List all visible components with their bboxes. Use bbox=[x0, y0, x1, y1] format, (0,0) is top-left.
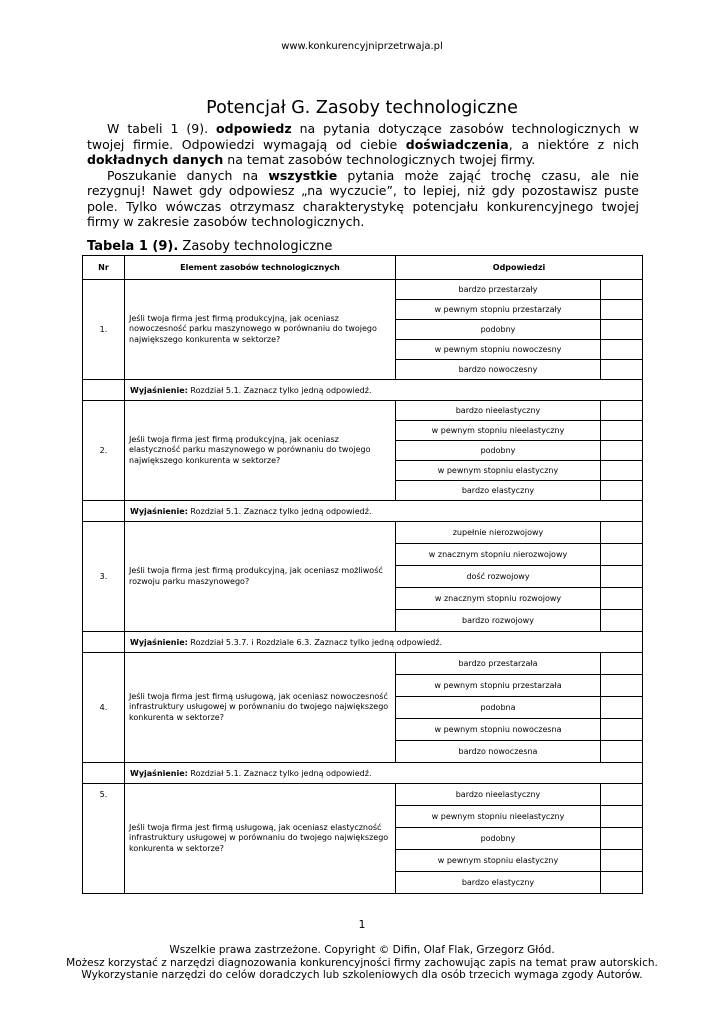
intro-fragment: Poszukanie danych na bbox=[107, 167, 269, 183]
explanation-spacer bbox=[83, 380, 125, 401]
answer-checkbox[interactable] bbox=[601, 280, 643, 300]
answer-checkbox[interactable] bbox=[601, 340, 643, 360]
answer-option: zupełnie nierozwojowy bbox=[396, 522, 601, 544]
intro-text bbox=[87, 121, 639, 230]
answer-option: w pewnym stopniu przestarzały bbox=[396, 300, 601, 320]
answer-checkbox[interactable] bbox=[601, 675, 643, 697]
table-caption-text: Zasoby technologiczne bbox=[178, 239, 333, 254]
question-number: 2. bbox=[83, 401, 125, 501]
question-number: 3. bbox=[83, 522, 125, 632]
answer-checkbox[interactable] bbox=[601, 588, 643, 610]
intro-fragment-bold: dokładnych danych bbox=[87, 152, 224, 167]
question-text: Jeśli twoja firma jest firmą produkcyjną, jak oceniasz możliwość rozwoju parku maszynowego? bbox=[125, 522, 396, 632]
explanation-row bbox=[83, 501, 643, 522]
answer-checkbox[interactable] bbox=[601, 697, 643, 719]
answer-option: bardzo nowoczesna bbox=[396, 741, 601, 763]
answer-checkbox[interactable] bbox=[601, 320, 643, 340]
answer-checkbox[interactable] bbox=[601, 741, 643, 763]
answer-option: bardzo przestarzały bbox=[396, 280, 601, 300]
explanation-row bbox=[83, 763, 643, 784]
answer-checkbox[interactable] bbox=[601, 360, 643, 380]
explanation-text: Rozdział 5.3.7. i Rozdziale 6.3. Zaznacz tylko jedną odpowiedź. bbox=[187, 637, 443, 647]
answer-option: bardzo elastyczny bbox=[396, 481, 601, 501]
answer-checkbox[interactable] bbox=[601, 566, 643, 588]
answer-option: bardzo nieelastyczny bbox=[396, 784, 601, 806]
answer-option: w pewnym stopniu nowoczesna bbox=[396, 719, 601, 741]
intro-paragraph-2 bbox=[87, 168, 639, 230]
explanation-label: Wyjaśnienie: bbox=[130, 637, 188, 647]
answer-checkbox[interactable] bbox=[601, 461, 643, 481]
explanation-label: Wyjaśnienie: bbox=[130, 768, 188, 778]
table-caption-label: Tabela 1 (9). bbox=[87, 239, 179, 254]
question-block-5 bbox=[83, 784, 643, 894]
answer-checkbox[interactable] bbox=[601, 300, 643, 320]
copyright-footer bbox=[0, 944, 724, 982]
explanation-label: Wyjaśnienie: bbox=[130, 506, 188, 516]
table-header-row bbox=[83, 256, 643, 280]
answer-option: podobna bbox=[396, 697, 601, 719]
question-text: Jeśli twoja firma jest firmą usługową, jak oceniasz nowoczesność infrastruktury usługowej w porównaniu do twojego największego konkurenta w sektorze? bbox=[125, 653, 396, 763]
answer-checkbox[interactable] bbox=[601, 719, 643, 741]
table-row bbox=[83, 280, 643, 300]
answer-option: w pewnym stopniu nieelastyczny bbox=[396, 806, 601, 828]
site-url: www.konkurencyjniprzetrwaja.pl bbox=[281, 41, 443, 52]
table-row bbox=[83, 784, 643, 806]
answer-option: podobny bbox=[396, 320, 601, 340]
explanation-row bbox=[83, 380, 643, 401]
answer-option: w pewnym stopniu nowoczesny bbox=[396, 340, 601, 360]
intro-fragment-bold: odpowiedz bbox=[216, 121, 292, 136]
explanation-text: Rozdział 5.1. Zaznacz tylko jedną odpowiedź. bbox=[187, 385, 372, 395]
answer-checkbox[interactable] bbox=[601, 784, 643, 806]
explanation-text: Rozdział 5.1. Zaznacz tylko jedną odpowiedź. bbox=[187, 768, 372, 778]
footer-line: Wszelkie prawa zastrzeżone. Copyright © Difin, Olaf Flak, Grzegorz Głód. bbox=[169, 944, 555, 956]
explanation bbox=[125, 501, 643, 522]
question-text: Jeśli twoja firma jest firmą usługową, jak oceniasz elastyczność infrastruktury usługowej w porównaniu do twojego największego konkurenta w sektorze? bbox=[125, 784, 396, 894]
table-row bbox=[83, 401, 643, 421]
answer-option: dość rozwojowy bbox=[396, 566, 601, 588]
answer-option: w pewnym stopniu nieelastyczny bbox=[396, 421, 601, 441]
answer-option: podobny bbox=[396, 441, 601, 461]
header-answers: Odpowiedzi bbox=[396, 256, 643, 280]
answer-option: w znacznym stopniu nierozwojowy bbox=[396, 544, 601, 566]
explanation-spacer bbox=[83, 763, 125, 784]
answer-option: bardzo elastyczny bbox=[396, 872, 601, 894]
intro-fragment: W tabeli 1 (9). bbox=[107, 121, 217, 136]
explanation-row bbox=[83, 632, 643, 653]
answer-option: bardzo nieelastyczny bbox=[396, 401, 601, 421]
footer-line: Wykorzystanie narzędzi do celów doradczych lub szkoleniowych dla osób trzecich wymaga zgody Autorów. bbox=[81, 969, 643, 981]
intro-fragment: pytania może zająć trochę czasu, ale nie rezygnuj! Nawet gdy odpowiesz „na wyczucie”, to lepiej, niż gdy pozostawisz puste pole. Tylko wówczas otrzymasz charakterystykę potencjału konkurencyjnego twojej firmy w zakresie zasobów technologicznych. bbox=[87, 167, 639, 229]
explanation-spacer bbox=[83, 501, 125, 522]
intro-fragment-bold: doświadczenia bbox=[405, 136, 509, 152]
answer-checkbox[interactable] bbox=[601, 806, 643, 828]
explanation-label: Wyjaśnienie: bbox=[130, 385, 188, 395]
footer-line: Możesz korzystać z narzędzi diagnozowania konkurencyjności firmy zachowując zapis na temat praw autorskich. bbox=[66, 956, 658, 969]
answer-checkbox[interactable] bbox=[601, 481, 643, 501]
intro-paragraph-1 bbox=[87, 121, 639, 168]
answer-option: bardzo nowoczesny bbox=[396, 360, 601, 380]
answer-option: w znacznym stopniu rozwojowy bbox=[396, 588, 601, 610]
answer-option: bardzo przestarzała bbox=[396, 653, 601, 675]
table-row bbox=[83, 522, 643, 544]
table-caption bbox=[87, 239, 332, 254]
answer-checkbox[interactable] bbox=[601, 441, 643, 461]
answer-option: w pewnym stopniu elastyczny bbox=[396, 850, 601, 872]
resources-table bbox=[82, 255, 643, 894]
intro-fragment: , a niektóre z nich bbox=[508, 136, 639, 152]
question-block-2 bbox=[83, 401, 643, 522]
answer-option: w pewnym stopniu przestarzała bbox=[396, 675, 601, 697]
intro-fragment: na pytania dotyczące zasobów technologicznych w twojej firmie. Odpowiedzi wymagają od ciebie bbox=[87, 121, 639, 152]
question-block-4 bbox=[83, 653, 643, 784]
answer-checkbox[interactable] bbox=[601, 828, 643, 850]
question-number: 4. bbox=[83, 653, 125, 763]
answer-checkbox[interactable] bbox=[601, 850, 643, 872]
header-element: Element zasobów technologicznych bbox=[125, 256, 396, 280]
header-nr: Nr bbox=[83, 256, 125, 280]
explanation-spacer bbox=[83, 632, 125, 653]
answer-checkbox[interactable] bbox=[601, 522, 643, 544]
explanation bbox=[125, 632, 643, 653]
question-number: 5. bbox=[83, 784, 125, 894]
question-text: Jeśli twoja firma jest firmą produkcyjną, jak oceniasz nowoczesność parku maszynowego w porównaniu do twojego największego konkurenta w sektorze? bbox=[125, 280, 396, 380]
question-number: 1. bbox=[83, 280, 125, 380]
intro-fragment-bold: wszystkie bbox=[268, 167, 338, 183]
answer-checkbox[interactable] bbox=[601, 544, 643, 566]
question-text: Jeśli twoja firma jest firmą produkcyjną, jak oceniasz elastyczność parku maszynowego w porównaniu do twojego największego konkurenta w sektorze? bbox=[125, 401, 396, 501]
explanation bbox=[125, 380, 643, 401]
question-block-3 bbox=[83, 522, 643, 653]
answer-checkbox[interactable] bbox=[601, 421, 643, 441]
page-number: 1 bbox=[358, 918, 366, 931]
answer-checkbox[interactable] bbox=[601, 653, 643, 675]
answer-option: podobny bbox=[396, 828, 601, 850]
answer-option: bardzo rozwojowy bbox=[396, 610, 601, 632]
answer-checkbox[interactable] bbox=[601, 401, 643, 421]
answer-checkbox[interactable] bbox=[601, 872, 643, 894]
page-title: Potencjał G. Zasoby technologiczne bbox=[206, 97, 518, 118]
answer-checkbox[interactable] bbox=[601, 610, 643, 632]
explanation bbox=[125, 763, 643, 784]
explanation-text: Rozdział 5.1. Zaznacz tylko jedną odpowiedź. bbox=[187, 506, 372, 516]
question-block-1 bbox=[83, 280, 643, 401]
answer-option: w pewnym stopniu elastyczny bbox=[396, 461, 601, 481]
intro-fragment: na temat zasobów technologicznych twojej firmy. bbox=[223, 152, 536, 167]
table-row bbox=[83, 653, 643, 675]
